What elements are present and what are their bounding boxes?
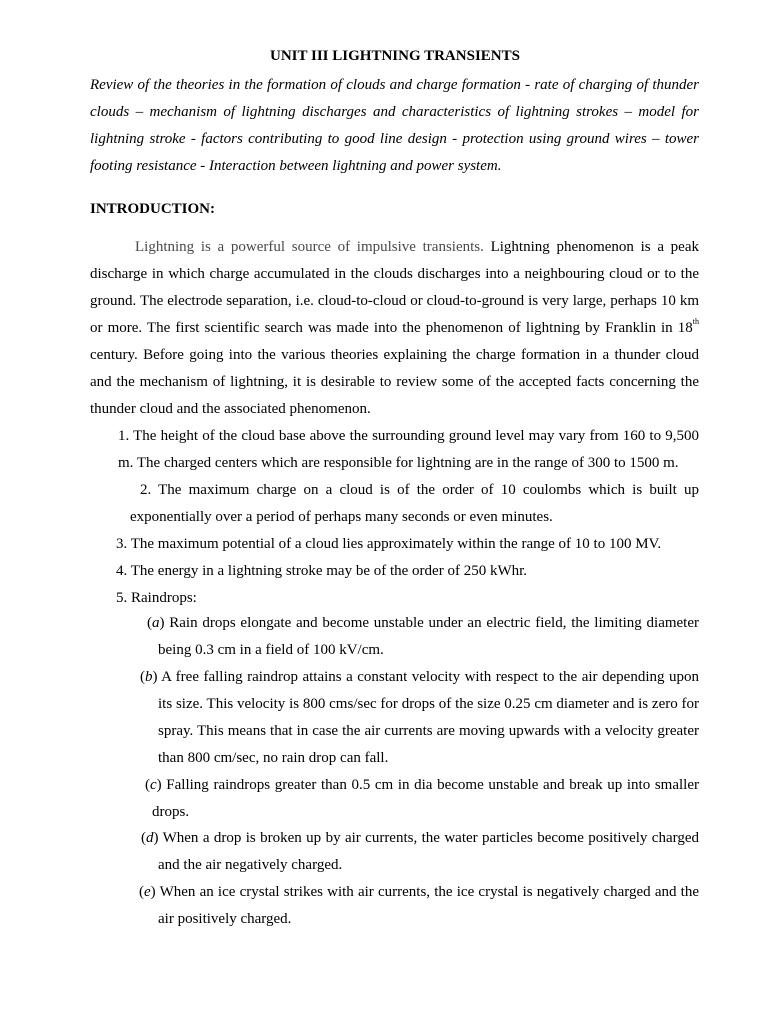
sub-list-item: (c) Falling raindrops greater than 0.5 cm in dia become unstable and break up into smaller drops. — [145, 777, 699, 820]
abstract-line: clouds – mechanism of lightning discharges and characteristics of lightning strokes – model for — [90, 104, 699, 120]
item-text: When an ice crystal strikes with air currents, the ice crystal is negatively charged and the air positively charged. — [155, 884, 699, 927]
page-title: UNIT III LIGHTNING TRANSIENTS — [270, 48, 520, 64]
list-item: 1. The height of the cloud base above the surrounding ground level may vary from 160 to 9,500 m. The charged centers which are responsible for lightning are in the range of 300 to 1500 m. — [118, 428, 699, 471]
unit-abstract — [90, 72, 699, 180]
sub-list-item: (d) When a drop is broken up by air currents, the water particles become positively charged and the air negatively charged. — [141, 830, 699, 873]
item-text: A free falling raindrop attains a constant velocity with respect to the air depending upon its size. This velocity is 800 cms/sec for drops of the size 0.25 cm diameter and is zero for spray. This means that in case the air currents are moving upwards with a velocity greater than 800 cm/sec, no rain drop can fall. — [157, 669, 699, 766]
list-item: 3. The maximum potential of a cloud lies approximately within the range of 10 to 100 MV. — [116, 536, 662, 552]
superscript: th — [692, 317, 699, 326]
item-letter: b — [145, 669, 153, 685]
abstract-line: lightning stroke - factors contributing to good line design - protection using ground wires – tower — [90, 131, 699, 147]
abstract-line: footing resistance - Interaction between lightning and power system. — [90, 158, 502, 174]
sub-list-item: (b) A free falling raindrop attains a constant velocity with respect to the air depending upon its size. This velocity is 800 cms/sec for drops of the size 0.25 cm diameter and is zero for spray. This means that in case the air currents are moving upwards with a velocity greater than 800 cm/sec, no rain drop can fall. — [140, 669, 699, 766]
list-item: 5. Raindrops: — [116, 590, 197, 606]
intro-lead-sentence: Lightning is a powerful source of impulsive transients. — [135, 239, 484, 255]
sub-list-item: (a) Rain drops elongate and become unstable under an electric field, the limiting diameter being 0.3 cm in a field of 100 kV/cm. — [147, 615, 699, 658]
item-text: Rain drops elongate and become unstable under an electric field, the limiting diameter being 0.3 cm in a field of 100 kV/cm. — [158, 615, 699, 658]
item-text: Falling raindrops greater than 0.5 cm in dia become unstable and break up into smaller drops. — [152, 777, 699, 820]
fact-item — [106, 423, 699, 477]
intro-paragraph — [90, 234, 699, 423]
item-letter: d — [146, 830, 154, 846]
item-letter: a — [152, 615, 160, 631]
intro-text: century. Before going into the various theories explaining the charge formation in a thunder cloud and the mechanism of lightning, it is desirable to review some of the accepted facts concerning the thunder cloud and the associated phenomenon. — [90, 347, 699, 417]
item-text: When a drop is broken up by air currents, the water particles become positively charged and the air negatively charged. — [158, 830, 699, 873]
abstract-line: Review of the theories in the formation of clouds and charge formation - rate of charging of thunder — [90, 77, 699, 93]
sub-list-item: (e) When an ice crystal strikes with air currents, the ice crystal is negatively charged and the air positively charged. — [139, 884, 699, 927]
list-item: 4. The energy in a lightning stroke may be of the order of 250 kWhr. — [116, 563, 528, 579]
intro-text: Lightning phenomenon is a peak discharge in which charge accumulated in the clouds discharges into a neighbouring cloud or to the ground. The electrode separation, i.e. cloud-to-cloud or cloud-to-ground is very large, perhaps 10 km or more. The first scientific search was made into the phenomenon of lightning by Franklin in 18 — [90, 239, 699, 336]
section-heading: INTRODUCTION: — [90, 201, 216, 217]
list-item: 2. The maximum charge on a cloud is of the order of 10 coulombs which is built up exponentially over a period of perhaps many seconds or even minutes. — [130, 482, 699, 525]
item-letter: e — [144, 884, 151, 900]
item-letter: c — [150, 777, 157, 793]
